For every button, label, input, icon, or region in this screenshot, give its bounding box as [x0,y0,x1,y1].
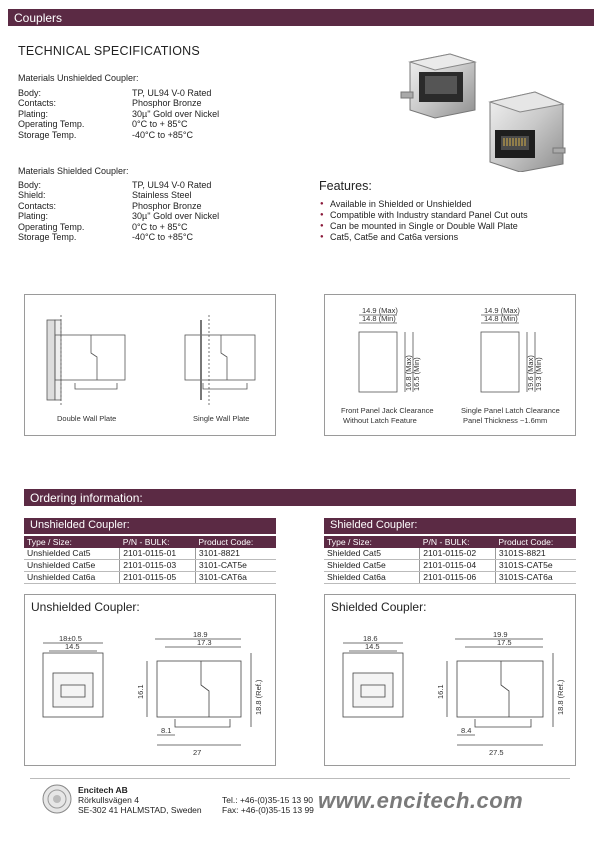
unshielded-specs [18,73,278,140]
panel-clearance-diagram [324,294,576,436]
dim-label: 27 [193,748,202,757]
spec-row [18,119,278,130]
table-header: Product Code: [195,536,276,548]
wall-plate-drawing [25,295,275,435]
spec-key: Contacts: [18,200,57,211]
dim-label: 19.6 (Max) [526,355,535,391]
table-header: P/N - BULK: [120,536,196,548]
dim-label: 8.4 [461,726,472,735]
feature-item: ● Cat5, Cat5e and Cat6a versions [320,232,590,243]
table-cell: Shielded Cat6a [324,572,420,584]
spec-value: TP, UL94 V-0 Rated [132,179,212,190]
tech-spec-title: TECHNICAL SPECIFICATIONS [18,44,200,58]
dim-label: 14.9 (Max) [484,306,520,315]
dim-label: 18±0.5 [59,634,82,643]
table-cell: 2101-0115-02 [420,548,496,560]
dim-label: 19.3 (Min) [534,357,543,391]
dim-label: 19.9 [493,630,508,639]
shielded-table-section [324,518,576,584]
address-line: SE-302 41 HALMSTAD, Sweden [78,805,202,815]
table-row [24,548,276,560]
unshielded-drawing-title: Unshielded Coupler: [31,600,140,614]
table-row [324,560,576,572]
spec-key: Body: [18,179,42,190]
caption: Single Panel Latch Clearance [461,406,560,415]
table-cell: 3101S-CAT6a [495,572,576,584]
spec-row [18,88,278,99]
footer-contact [222,795,314,815]
table-cell: 2101-0115-03 [120,560,196,572]
spec-row [18,180,278,191]
dim-label: 14.5 [65,642,80,651]
table-header-row [324,536,576,548]
spec-row [18,232,278,243]
table-cell: 2101-0115-04 [420,560,496,572]
dim-label: 16.5 (Min) [412,357,421,391]
table-header: Product Code: [495,536,576,548]
spec-row [18,109,278,120]
dim-label: 18.6 [363,634,378,643]
dim-label: 14.8 (Min) [484,314,518,323]
spec-row [18,211,278,222]
table-header: P/N - BULK: [420,536,496,548]
table-header-row [24,536,276,548]
caption: Without Latch Feature [343,416,417,425]
spec-key: Plating: [18,211,49,221]
features-list [320,199,590,243]
table-cell: Unshielded Cat5 [24,548,120,560]
spec-value: 30µ'' Gold over Nickel [132,108,220,119]
spec-row [18,222,278,233]
feature-item: ● Available in Shielded or Unshielded [320,199,590,210]
ordering-title: Ordering information: [30,491,143,505]
spec-value: Phosphor Bronze [132,200,202,211]
single-wall-plate-label: Single Wall Plate [193,414,250,423]
spec-row [18,130,278,141]
table-cell: 3101S-CAT5e [495,560,576,572]
shielded-drawing-box [324,594,576,766]
table-cell: 3101-CAT6a [195,572,276,584]
spec-row [18,201,278,212]
dim-label: 18.9 [193,630,208,639]
dim-label: 17.5 [497,638,512,647]
website-link[interactable]: www.encitech.com [318,788,524,813]
spec-key: Operating Temp. [18,221,85,232]
double-wall-plate-label: Double Wall Plate [57,414,117,423]
unshielded-table-title: Unshielded Coupler: [24,518,276,534]
unshielded-table [24,536,276,584]
shielded-specs-title: Materials Shielded Coupler: [18,166,129,176]
spec-key: Storage Temp. [18,129,77,140]
shielded-specs [18,166,278,243]
spec-key: Shield: [18,190,46,200]
spec-value: 0°C to + 85°C [132,221,188,232]
dim-label: 14.8 (Min) [362,314,396,323]
spec-key: Body: [18,87,42,98]
company-seal-logo [42,784,72,814]
shielded-dimension-drawing [325,595,575,765]
table-row [324,548,576,560]
table-cell: 3101S-8821 [495,548,576,560]
spec-key: Contacts: [18,98,57,108]
spec-value: Phosphor Bronze [132,98,202,108]
wall-plate-diagram [24,294,276,436]
table-row [324,572,576,584]
footer-divider [30,778,570,779]
table-row [24,572,276,584]
dim-label: 16.1 [436,684,445,699]
table-cell: 2101-0115-01 [120,548,196,560]
dim-label: 17.3 [197,638,212,647]
table-cell: 2101-0115-06 [420,572,496,584]
dim-label: 14.9 (Max) [362,306,398,315]
dim-label: 16.8 (Max) [404,355,413,391]
spec-value: 0°C to + 85°C [132,119,188,129]
dim-label: 16.1 [136,684,145,699]
dim-label: 14.5 [365,642,380,651]
dim-label: 8.1 [161,726,172,735]
spec-value: -40°C to +85°C [132,129,193,140]
unshielded-drawing-box [24,594,276,766]
panel-clearance-drawing [325,295,575,435]
unshielded-dimension-drawing [25,595,275,765]
dim-label: 27.5 [489,748,504,757]
table-cell: Shielded Cat5e [324,560,420,572]
shielded-table-title: Shielded Coupler: [324,518,576,534]
spec-key: Operating Temp. [18,119,85,129]
table-cell: 2101-0115-05 [120,572,196,584]
spec-value: TP, UL94 V-0 Rated [132,87,212,98]
feature-item: ● Can be mounted in Single or Double Wall Plate [320,221,590,232]
phone-number: Tel.: +46-(0)35-15 13 90 [222,795,313,805]
feature-item: ● Compatible with Industry standard Panel Cut outs [320,210,590,221]
company-name: Encitech AB [78,785,128,795]
spec-row [18,98,278,109]
spec-value: -40°C to +85°C [132,232,193,242]
table-header: Type / Size: [24,536,120,548]
table-cell: 3101-CAT5e [195,560,276,572]
table-header: Type / Size: [324,536,420,548]
shielded-drawing-title: Shielded Coupler: [331,600,427,614]
table-cell: Unshielded Cat6a [24,572,120,584]
footer-address [78,785,202,815]
ordering-bar [24,489,576,506]
shielded-table [324,536,576,584]
caption: Front Panel Jack Clearance [341,406,434,415]
dim-label: 18.8 (Ref.) [254,679,263,715]
table-row [24,560,276,572]
page-header [8,9,594,26]
caption: Panel Thickness ~1.6mm [463,416,548,425]
spec-key: Storage Temp. [18,232,77,242]
coupler-product-photo [395,52,570,172]
table-cell: Shielded Cat5 [324,548,420,560]
spec-key: Plating: [18,108,49,119]
unshielded-specs-title: Materials Unshielded Coupler: [18,73,139,83]
unshielded-table-section [24,518,276,584]
page-header-title: Couplers [14,11,63,25]
spec-value: 30µ'' Gold over Nickel [132,211,220,221]
dim-label: 18.8 (Ref.) [556,679,565,715]
address-line: Rörkullsvägen 4 [78,795,139,805]
table-cell: Unshielded Cat5e [24,560,120,572]
table-cell: 3101-8821 [195,548,276,560]
features-title: Features: [319,179,372,193]
spec-row [18,190,278,201]
fax-number: Fax: +46-(0)35-15 13 99 [222,805,314,815]
spec-value: Stainless Steel [132,190,192,200]
